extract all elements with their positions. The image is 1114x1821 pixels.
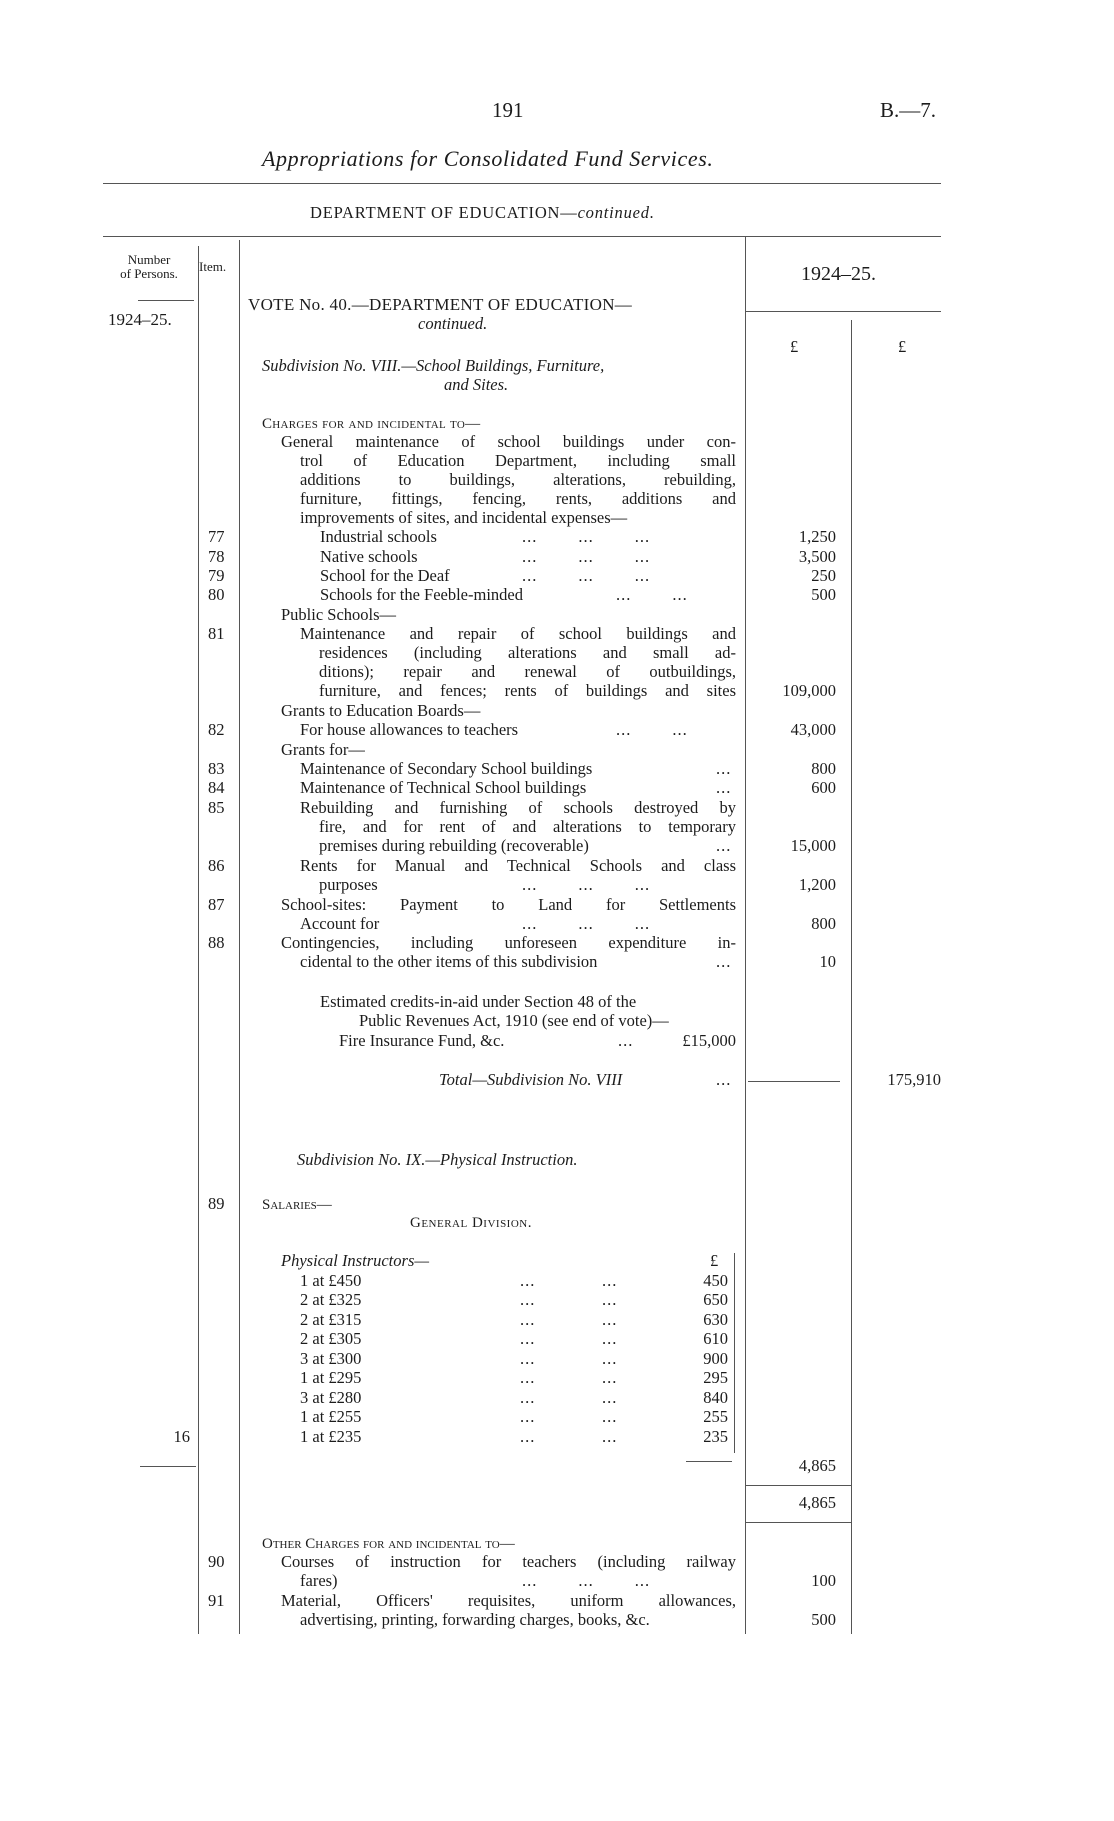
item-91-line-2: advertising, printing, forwarding charges, books, &c. xyxy=(300,1610,650,1629)
amount-value: 3,500 xyxy=(798,547,836,566)
header-rule xyxy=(103,183,941,184)
leader-dots: ... xyxy=(716,952,732,971)
page-number: 191 xyxy=(492,98,524,122)
general-division-heading xyxy=(410,1212,532,1233)
leader-dots: ... ... xyxy=(520,1290,618,1309)
persons-year-label: 1924–25. xyxy=(108,310,172,329)
vote-title: VOTE No. 40.—DEPARTMENT OF EDUCATION— xyxy=(248,295,633,314)
line-item-text: For house allowances to teachers xyxy=(300,720,519,739)
item-86-line-1: Rents for Manual and Technical Schools and class xyxy=(300,856,736,875)
item-85-text xyxy=(300,798,736,855)
item-87-line-2: Account for xyxy=(300,914,380,933)
item-85-line-2: fire, and for rent of and alterations to temporary xyxy=(319,817,736,836)
persons-header-rule xyxy=(138,300,194,301)
item-81-line-4: furniture, and fences; rents of buildings and sites xyxy=(319,681,736,700)
leader-dots: ... ... ... xyxy=(522,875,651,894)
salary-label: 3 at £300 xyxy=(300,1349,362,1368)
general-maintenance-text xyxy=(281,432,736,527)
amount-value: 100 xyxy=(811,1571,836,1590)
department-continued: continued. xyxy=(577,203,655,222)
amount-value: 109,000 xyxy=(782,681,836,700)
pound-sign-col2: £ xyxy=(898,337,907,356)
amount-value: 10 xyxy=(819,952,836,971)
leader-dots: ... ... xyxy=(520,1368,618,1387)
subdivision-viii-title: Subdivision No. VIII.—School Buildings, Furniture, xyxy=(262,356,605,375)
item-number: 81 xyxy=(208,624,225,643)
item-number: 85 xyxy=(208,798,225,817)
other-charges-heading xyxy=(262,1533,515,1554)
salary-amount: 295 xyxy=(703,1368,728,1387)
salary-label: 1 at £255 xyxy=(300,1407,362,1426)
leader-dots: ... ... ... xyxy=(522,566,651,585)
item-88-line-2: cidental to the other items of this subdivision xyxy=(300,952,598,971)
item-number: 88 xyxy=(208,933,225,952)
general-line-1: General maintenance of school buildings under con- xyxy=(281,432,736,451)
leader-dots: ... ... xyxy=(616,585,688,604)
total-subdivision-viii-amount: 175,910 xyxy=(887,1070,941,1089)
total-rule xyxy=(745,1522,851,1523)
salary-amount: 450 xyxy=(703,1271,728,1290)
item-91-line-1: Material, Officers' requisites, uniform allowances, xyxy=(281,1591,736,1610)
amount-value: 1,200 xyxy=(798,875,836,894)
item-88-text xyxy=(281,933,736,971)
item-87-line-1: School-sites: Payment to Land for Settlements xyxy=(281,895,736,914)
leader-dots: ... ... ... xyxy=(522,914,651,933)
amount-value: 800 xyxy=(811,914,836,933)
charges-heading-text: Charges for and incidental to— xyxy=(262,416,481,432)
item-number: 87 xyxy=(208,895,225,914)
salary-label: 1 at £295 xyxy=(300,1368,362,1387)
table-top-rule xyxy=(103,236,941,237)
leader-dots: ... ... ... xyxy=(522,1571,651,1590)
physical-instructors-label: Physical Instructors— xyxy=(281,1251,430,1270)
amount-value: 800 xyxy=(811,759,836,778)
amount-value: 600 xyxy=(811,778,836,797)
item-90-line-2: fares) xyxy=(300,1571,338,1590)
item-85-line-3: premises during rebuilding (recoverable) xyxy=(319,836,589,855)
salary-amount: 610 xyxy=(703,1329,728,1348)
general-line-2: trol of Education Department, including small xyxy=(300,451,736,470)
item-90-text xyxy=(281,1552,736,1590)
grants-boards-heading: Grants to Education Boards— xyxy=(281,701,481,720)
leader-dots: ... ... ... xyxy=(522,547,651,566)
page-title: Appropriations for Consolidated Fund Services. xyxy=(262,146,714,171)
charges-heading xyxy=(262,413,480,434)
persons-sum-rule xyxy=(140,1466,196,1467)
item-number: 80 xyxy=(208,585,225,604)
salary-label: 2 at £315 xyxy=(300,1310,362,1329)
item-number: 89 xyxy=(208,1194,225,1213)
department-heading xyxy=(310,203,655,222)
salary-label: 2 at £305 xyxy=(300,1329,362,1348)
total-dash-rule xyxy=(748,1081,840,1082)
salary-label: 2 at £325 xyxy=(300,1290,362,1309)
leader-dots: ... ... xyxy=(616,720,688,739)
item-number: 91 xyxy=(208,1591,225,1610)
item-column-header: Item. xyxy=(199,259,227,274)
persons-count: 16 xyxy=(173,1427,190,1446)
department-name: DEPARTMENT OF EDUCATION— xyxy=(310,203,578,222)
salary-label: 3 at £280 xyxy=(300,1388,362,1407)
salary-amount: 255 xyxy=(703,1407,728,1426)
leader-dots: ... ... ... xyxy=(522,527,651,546)
amount-total-divider xyxy=(851,320,852,1634)
salary-amount: 650 xyxy=(703,1290,728,1309)
item-number: 79 xyxy=(208,566,225,585)
subdivision-viii-title-cont: and Sites. xyxy=(444,375,509,394)
item-86-text xyxy=(300,856,736,894)
amount-value: 1,250 xyxy=(798,527,836,546)
salary-amount: 840 xyxy=(703,1388,728,1407)
general-division-text: General Division. xyxy=(410,1215,532,1231)
item-number: 82 xyxy=(208,720,225,739)
salary-label: 1 at £450 xyxy=(300,1271,362,1290)
credits-in-aid-line-1: Estimated credits-in-aid under Section 48 of the xyxy=(320,992,637,1011)
amount-value: 500 xyxy=(811,1610,836,1629)
leader-dots: ... xyxy=(716,1070,732,1089)
salaries-subtotal: 4,865 xyxy=(798,1456,836,1475)
credits-in-aid-line-3: Fire Insurance Fund, &c. xyxy=(339,1031,505,1050)
persons-column-header xyxy=(103,253,195,281)
leader-dots: ... ... xyxy=(520,1310,618,1329)
public-schools-heading: Public Schools— xyxy=(281,605,397,624)
general-line-4: furniture, fittings, fencing, rents, additions and xyxy=(300,489,736,508)
amount-value: 250 xyxy=(811,566,836,585)
salary-label: 1 at £235 xyxy=(300,1427,362,1446)
leader-dots: ... ... xyxy=(520,1349,618,1368)
item-number: 90 xyxy=(208,1552,225,1571)
line-item-text: Native schools xyxy=(320,547,418,566)
item-88-line-1: Contingencies, including unforeseen expenditure in- xyxy=(281,933,736,952)
subtotal-rule xyxy=(745,1485,851,1486)
salaries-heading-text: Salaries— xyxy=(262,1197,332,1213)
leader-dots: ... ... xyxy=(520,1427,618,1446)
item-90-line-1: Courses of instruction for teachers (including railway xyxy=(281,1552,736,1571)
item-number: 77 xyxy=(208,527,225,546)
salary-amount: 900 xyxy=(703,1349,728,1368)
item-91-text xyxy=(281,1591,736,1629)
line-item-text: Industrial schools xyxy=(320,527,437,546)
item-number: 86 xyxy=(208,856,225,875)
general-line-3: additions to buildings, alterations, rebuilding, xyxy=(300,470,736,489)
item-81-line-1: Maintenance and repair of school buildings and xyxy=(300,624,736,643)
amount-year-label: 1924–25. xyxy=(801,263,876,285)
persons-header-line1: Number xyxy=(127,252,171,267)
leader-dots: ... xyxy=(716,759,732,778)
salaries-amount-divider xyxy=(734,1253,735,1453)
item-81-text xyxy=(300,624,736,700)
amount-header-rule xyxy=(745,311,941,312)
vote-continued: continued. xyxy=(418,314,488,333)
item-81-line-2: residences (including alterations and small ad- xyxy=(319,643,736,662)
leader-dots: ... xyxy=(618,1031,634,1050)
item-85-line-1: Rebuilding and furnishing of schools destroyed by xyxy=(300,798,736,817)
persons-item-divider xyxy=(198,246,199,1634)
credits-in-aid-line-2: Public Revenues Act, 1910 (see end of vote)— xyxy=(359,1011,669,1030)
text-amount-divider xyxy=(745,236,746,1634)
persons-header-line2: of Persons. xyxy=(120,266,178,281)
amount-value: 15,000 xyxy=(790,836,836,855)
leader-dots: ... xyxy=(716,836,732,855)
item-number: 78 xyxy=(208,547,225,566)
salaries-sum-rule xyxy=(686,1461,732,1462)
leader-dots: ... ... xyxy=(520,1271,618,1290)
page-reference: B.—7. xyxy=(880,98,937,122)
amount-value: 500 xyxy=(811,585,836,604)
other-charges-heading-text: Other Charges for and incidental to— xyxy=(262,1536,515,1552)
line-item-text: School for the Deaf xyxy=(320,566,450,585)
general-line-5: improvements of sites, and incidental expenses— xyxy=(300,508,628,527)
amount-value: 43,000 xyxy=(790,720,836,739)
total-subdivision-viii-label: Total—Subdivision No. VIII xyxy=(439,1070,623,1089)
salaries-total: 4,865 xyxy=(798,1493,836,1512)
salaries-heading xyxy=(262,1194,332,1215)
item-86-line-2: purposes xyxy=(319,875,378,894)
leader-dots: ... ... xyxy=(520,1388,618,1407)
leader-dots: ... ... xyxy=(520,1329,618,1348)
line-item-text: Maintenance of Secondary School buildings xyxy=(300,759,593,778)
grants-for-heading: Grants for— xyxy=(281,740,365,759)
credits-in-aid-amount: £15,000 xyxy=(682,1031,736,1050)
item-number: 84 xyxy=(208,778,225,797)
subdivision-ix-title: Subdivision No. IX.—Physical Instruction. xyxy=(297,1150,578,1169)
line-item-text: Maintenance of Technical School buildings xyxy=(300,778,587,797)
leader-dots: ... ... xyxy=(520,1407,618,1426)
item-number: 83 xyxy=(208,759,225,778)
item-81-line-3: ditions); repair and renewal of outbuildings, xyxy=(319,662,736,681)
salary-amount: 630 xyxy=(703,1310,728,1329)
item-text-divider xyxy=(239,240,240,1634)
salary-amount: 235 xyxy=(703,1427,728,1446)
salaries-pound-sign: £ xyxy=(710,1251,719,1270)
line-item-text: Schools for the Feeble-minded xyxy=(320,585,523,604)
item-87-text xyxy=(281,895,736,933)
leader-dots: ... xyxy=(716,778,732,797)
pound-sign-col1: £ xyxy=(790,337,799,356)
